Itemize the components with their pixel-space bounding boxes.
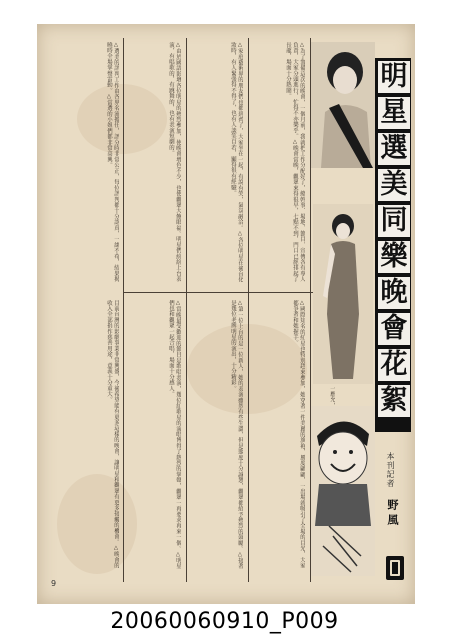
column-rule [248, 38, 249, 582]
text-column: 目前台灣的影劇事業非常興盛，今後希望能有更多這樣的晚會，讓明星和觀眾有更多接觸的機會。△晚會的收入全部捐作慈善用途，意義十分重大。 [106, 300, 119, 569]
title-char: 星 [377, 96, 411, 130]
byline-name: 野風 [386, 499, 399, 529]
title-char: 晚 [377, 276, 411, 310]
text-column: △由於國語影壇各位明星的熱烈參加，使晚會增色不少，也使觀眾大飽眼福。明星們紛紛上台表演，有唱歌的，有跳舞的，也有表演短劇的。 [168, 42, 181, 282]
text-column: △第一位上台的是一位新人，她的表演雖然有些生澀，但是態度十分誠懇，觀眾都給予熱烈的鼓勵。△接著是幾位老牌明星的演出，十分精彩。 [230, 300, 243, 570]
column-rule [123, 38, 124, 582]
article-title [375, 58, 411, 432]
man-portrait-photo [311, 406, 375, 576]
archive-caption: 20060060910_P009 [110, 609, 339, 634]
title-char: 同 [377, 204, 411, 238]
title-char: 會 [377, 312, 411, 346]
woman-qipao-photo [313, 204, 373, 384]
title-char: 明 [377, 60, 411, 94]
column-rule [186, 38, 187, 582]
text-column: △家庭藝術界的朋友們也都到齊了，大家坐在一起，有說有笑，氣氛融洽。△各位明星在後台化妝時，有人緊張得不得了，也有人談笑自若，顯得很有經驗。 [230, 42, 243, 283]
title-char: 樂 [377, 240, 411, 274]
title-char: 花 [377, 348, 411, 382]
title-char: 美 [377, 168, 411, 202]
text-column: △為了籌備這次的晚會，一個月前，我就把工作分配好了，總幹事、場地、節目、宣傳各有專人負責，大家分頭進行，忙得不亦樂乎。△晚會當晚，觀眾來得很早，七點不到，門口已經排起了長龍，場面十分熱鬧。 [285, 42, 305, 282]
title-char: 絮 [377, 384, 411, 418]
text-column: △當晚最受歡迎的節目是歌唱表演，幾位紅歌星的演唱博得了熱烈的掌聲，觀眾一再要求再來一個。△明星們也和觀眾一起合唱，場面十分感人。 [168, 300, 181, 570]
text-column: △選美的評判工作由各界名流擔任，評分時非常公正，每位評判都十分認真，一絲不苟，結果揭曉時全場掌聲雷動。△當選的小姐們都非常高興。 [106, 42, 119, 282]
title-char: 選 [377, 132, 411, 166]
woman-portrait-photo [311, 42, 375, 168]
film-logo-icon [386, 556, 404, 580]
page-number: 9 [51, 579, 57, 588]
text-column: △國際知名的紅星也特別趕來參加，她穿著一件美麗的旗袍，風度翩翩，一出場就吸引了全場的目光，大家都爭著和她握手。 [292, 300, 305, 569]
magazine-page [37, 24, 415, 604]
byline-label: 本刊記者 [386, 452, 395, 488]
